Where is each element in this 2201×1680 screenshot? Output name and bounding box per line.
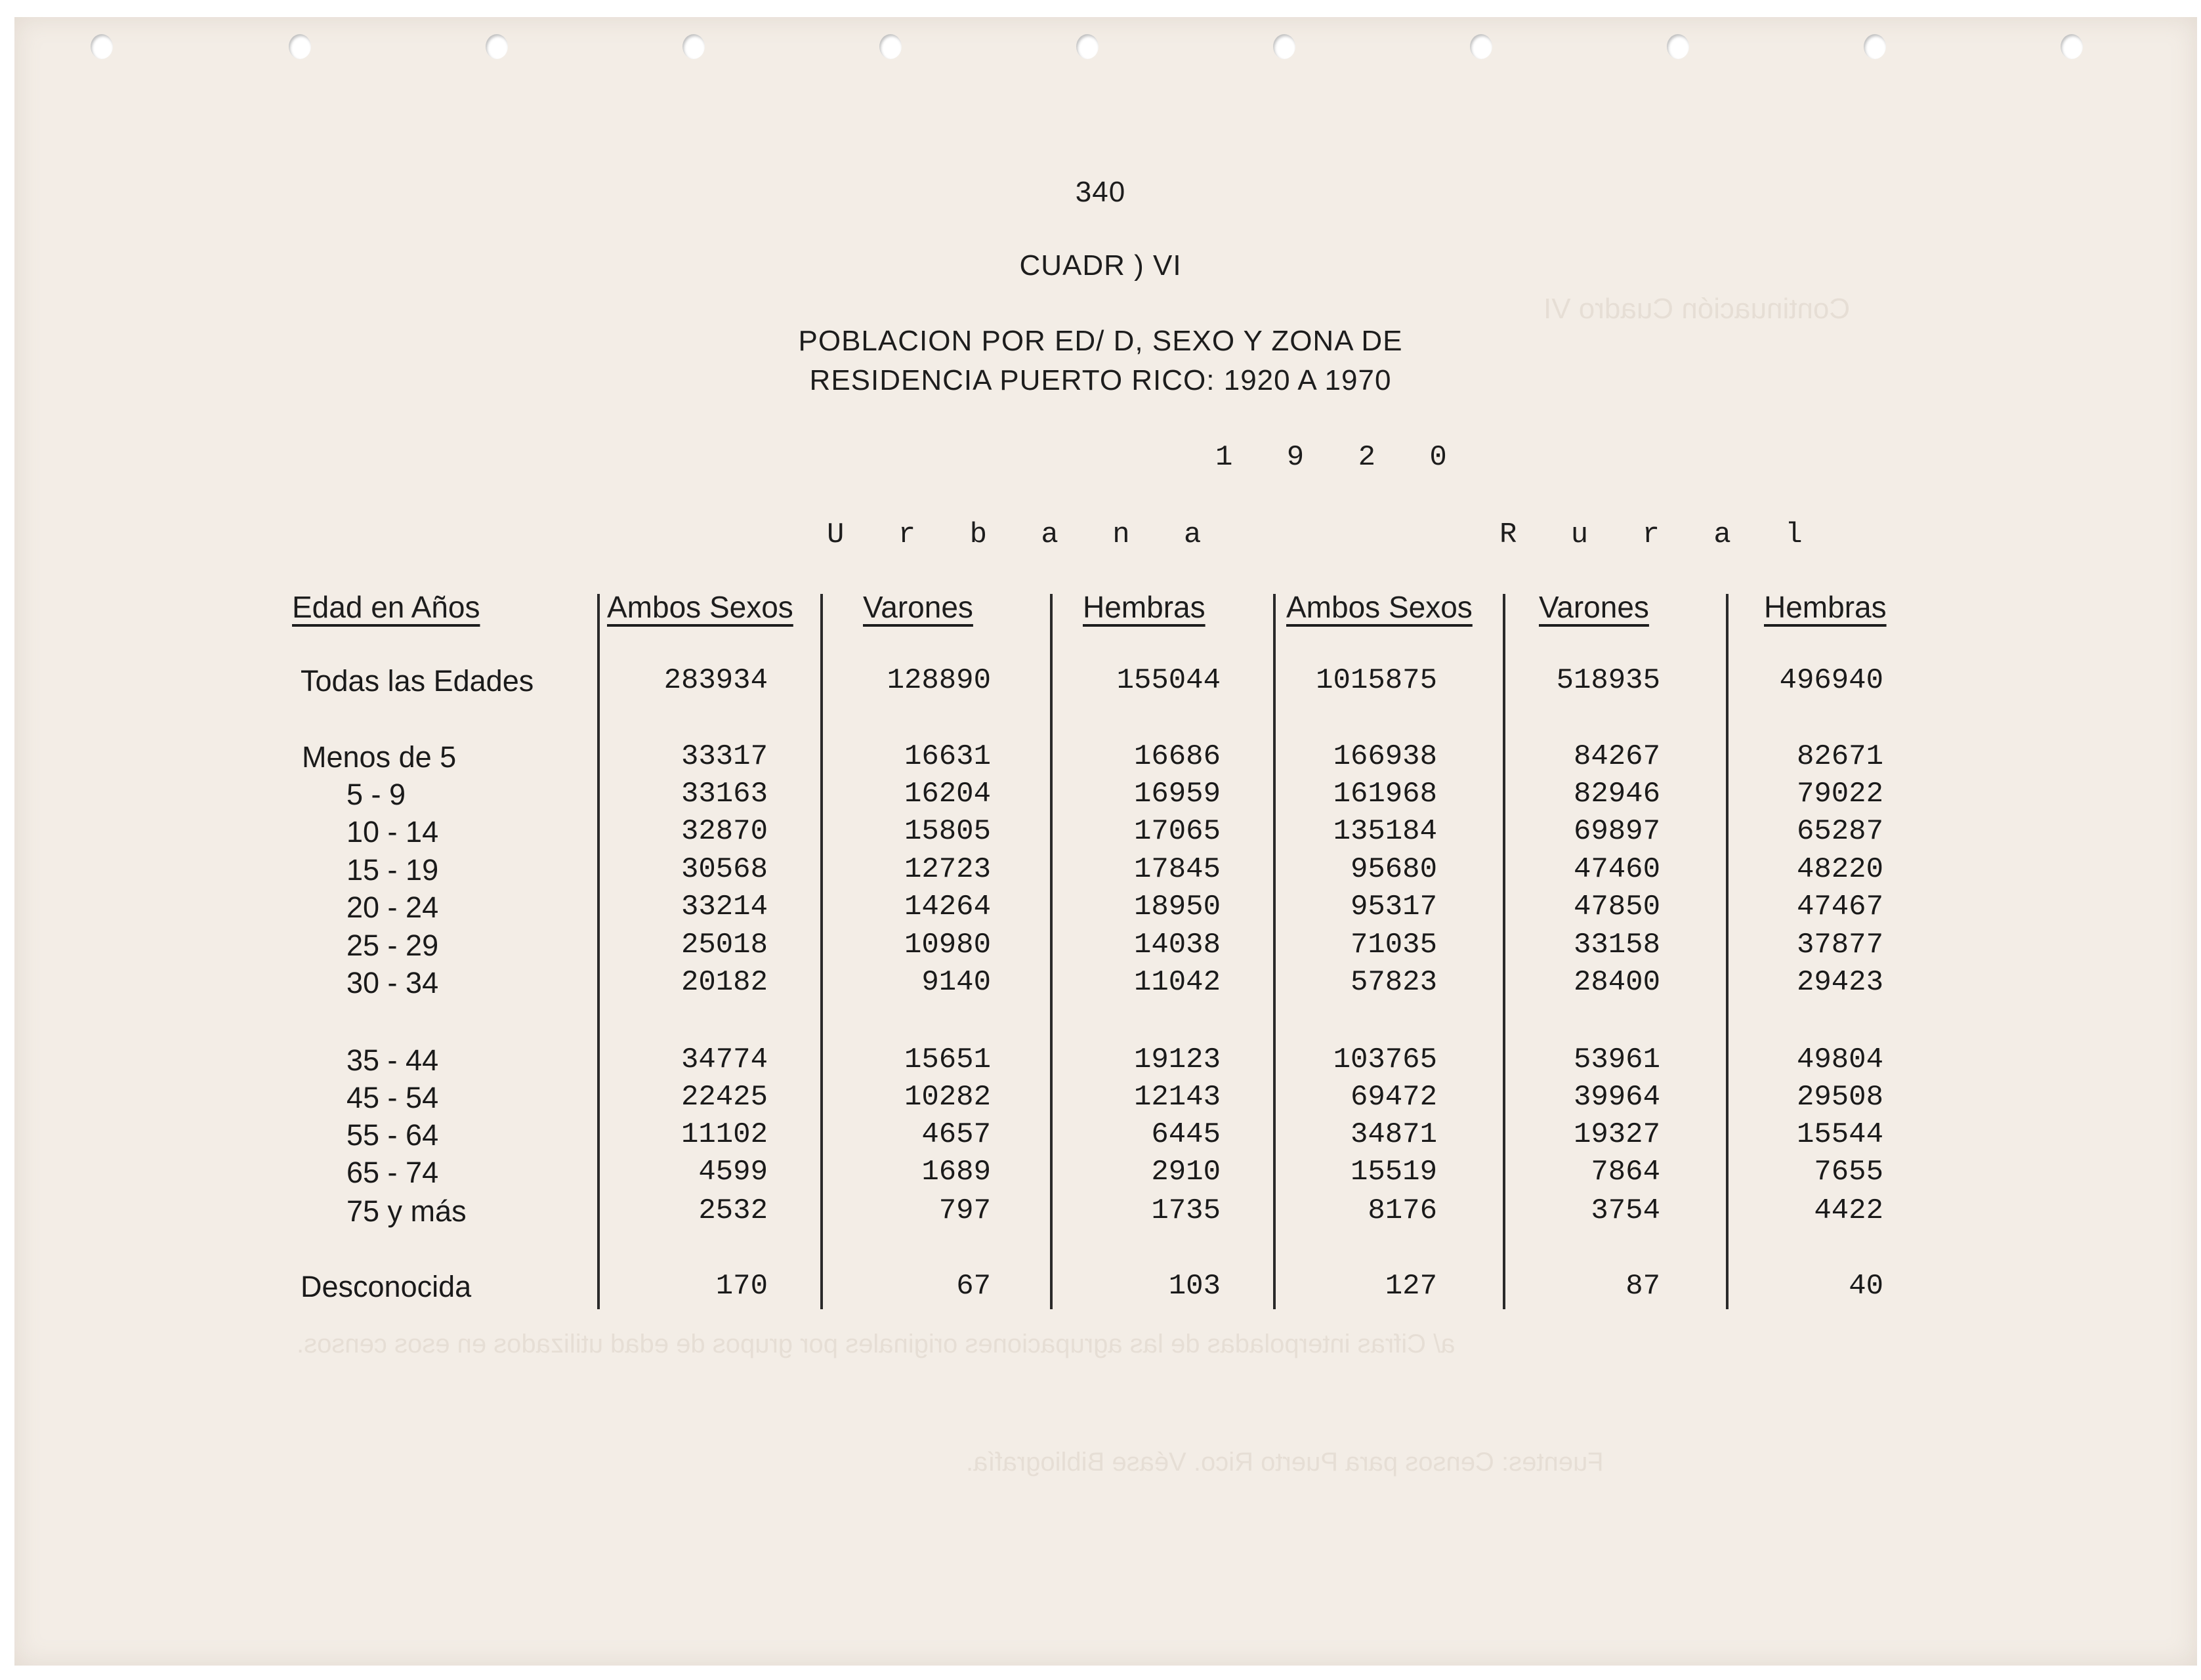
table-cell: 11042 xyxy=(1133,966,1221,999)
table-cell: 7655 xyxy=(1814,1156,1883,1188)
row-label: 35 - 44 xyxy=(346,1043,439,1077)
table-cell: 1689 xyxy=(921,1156,991,1188)
table-cell: 15519 xyxy=(1350,1156,1437,1188)
punch-hole xyxy=(1667,34,1689,59)
table-cell: 797 xyxy=(938,1194,991,1227)
table-cell: 34774 xyxy=(681,1043,768,1076)
row-label: Desconocida xyxy=(301,1270,472,1303)
row-label: 10 - 14 xyxy=(346,815,439,849)
table-cell: 69472 xyxy=(1350,1081,1437,1114)
table-cell: 33317 xyxy=(681,740,768,773)
table-cell: 47850 xyxy=(1573,891,1660,923)
table-cell: 10282 xyxy=(904,1081,991,1114)
table-cell: 170 xyxy=(715,1270,768,1303)
table-cell: 79022 xyxy=(1796,778,1883,810)
col-header-urbana-ambos: Ambos Sexos xyxy=(607,590,793,624)
table-cell: 39964 xyxy=(1573,1081,1660,1114)
zone-urbana: U r b a n a xyxy=(827,518,1220,551)
col-header-edad: Edad en Años xyxy=(292,590,480,624)
table-cell: 15805 xyxy=(904,815,991,848)
table-number: CUADR ) VI xyxy=(1019,249,1182,282)
table-cell: 166938 xyxy=(1333,740,1437,773)
table-cell: 67 xyxy=(956,1270,991,1303)
punch-hole xyxy=(682,34,705,59)
table-cell: 71035 xyxy=(1350,929,1437,961)
row-label: 55 - 64 xyxy=(346,1118,439,1152)
table-cell: 33163 xyxy=(681,778,768,810)
col-header-urbana-varones: Varones xyxy=(863,590,973,624)
table-cell: 84267 xyxy=(1573,740,1660,773)
table-cell: 20182 xyxy=(681,966,768,999)
table-cell: 12143 xyxy=(1133,1081,1221,1114)
bleed-through-header: Continuación Cuadro VI xyxy=(1543,293,1851,325)
table-cell: 16686 xyxy=(1133,740,1221,773)
row-label: 30 - 34 xyxy=(346,966,439,999)
punch-hole xyxy=(879,34,902,59)
col-header-rural-varones: Varones xyxy=(1539,590,1649,624)
table-cell: 69897 xyxy=(1573,815,1660,848)
table-cell: 128890 xyxy=(887,664,991,697)
row-label: 45 - 54 xyxy=(346,1081,439,1114)
table-title-line2: RESIDENCIA PUERTO RICO: 1920 A 1970 xyxy=(809,364,1392,396)
table-cell: 14038 xyxy=(1133,929,1221,961)
col-header-rural-hembras: Hembras xyxy=(1764,590,1887,624)
table-cell: 6445 xyxy=(1151,1118,1221,1151)
table-cell: 15544 xyxy=(1796,1118,1883,1151)
zone-rural: R u r a l xyxy=(1499,518,1821,551)
table-cell: 17845 xyxy=(1133,853,1221,886)
table-cell: 1735 xyxy=(1151,1194,1221,1227)
table-cell: 33158 xyxy=(1573,929,1660,961)
table-cell: 10980 xyxy=(904,929,991,961)
table-cell: 33214 xyxy=(681,891,768,923)
row-label: 75 y más xyxy=(346,1194,467,1228)
table-cell: 82671 xyxy=(1796,740,1883,773)
table-cell: 29508 xyxy=(1796,1081,1883,1114)
row-label: 15 - 19 xyxy=(346,853,439,887)
table-cell: 65287 xyxy=(1796,815,1883,848)
bleed-through-source: Fuentes: Censos para Puerto Rico. Véase Bibliografía. xyxy=(966,1448,1604,1477)
table-cell: 47460 xyxy=(1573,853,1660,886)
table-cell: 9140 xyxy=(921,966,991,999)
table-cell: 103 xyxy=(1168,1270,1221,1303)
table-cell: 8176 xyxy=(1368,1194,1437,1227)
table-cell: 12723 xyxy=(904,853,991,886)
table-cell: 32870 xyxy=(681,815,768,848)
table-cell: 22425 xyxy=(681,1081,768,1114)
table-cell: 7864 xyxy=(1591,1156,1660,1188)
row-label: 25 - 29 xyxy=(346,929,439,962)
table-cell: 34871 xyxy=(1350,1118,1437,1151)
punch-hole xyxy=(1076,34,1099,59)
table-cell: 17065 xyxy=(1133,815,1221,848)
table-cell: 25018 xyxy=(681,929,768,961)
table-cell: 37877 xyxy=(1796,929,1883,961)
table-cell: 16204 xyxy=(904,778,991,810)
year-heading: 1 9 2 0 xyxy=(1215,441,1465,474)
punch-hole xyxy=(2061,34,2083,59)
table-cell: 135184 xyxy=(1333,815,1437,848)
table-cell: 28400 xyxy=(1573,966,1660,999)
table-cell: 496940 xyxy=(1779,664,1883,697)
table-cell: 30568 xyxy=(681,853,768,886)
table-cell: 49804 xyxy=(1796,1043,1883,1076)
punch-hole xyxy=(91,34,113,59)
table-cell: 518935 xyxy=(1556,664,1660,697)
table-title-line1: POBLACION POR ED/ D, SEXO Y ZONA DE xyxy=(798,325,1403,357)
punch-hole xyxy=(1470,34,1492,59)
table-cell: 3754 xyxy=(1591,1194,1660,1227)
table-cell: 4657 xyxy=(921,1118,991,1151)
table-cell: 2910 xyxy=(1151,1156,1221,1188)
punch-hole xyxy=(1864,34,1886,59)
table-cell: 2532 xyxy=(698,1194,768,1227)
table-cell: 29423 xyxy=(1796,966,1883,999)
table-cell: 103765 xyxy=(1333,1043,1437,1076)
table-cell: 1015875 xyxy=(1316,664,1437,697)
table-cell: 53961 xyxy=(1573,1043,1660,1076)
table-cell: 57823 xyxy=(1350,966,1437,999)
row-label: 20 - 24 xyxy=(346,891,439,924)
bleed-through-note: a/ Cifras interpoladas de las agrupaciones originales por grupos de edad utilizados en esos censos. xyxy=(297,1330,1456,1358)
punch-hole xyxy=(289,34,311,59)
row-label: Menos de 5 xyxy=(302,740,457,774)
table-cell: 18950 xyxy=(1133,891,1221,923)
table-cell: 82946 xyxy=(1573,778,1660,810)
table-cell: 16631 xyxy=(904,740,991,773)
table-cell: 95317 xyxy=(1350,891,1437,923)
table-cell: 19123 xyxy=(1133,1043,1221,1076)
row-label: Todas las Edades xyxy=(301,664,534,698)
col-header-rural-ambos: Ambos Sexos xyxy=(1286,590,1473,624)
row-label: 65 - 74 xyxy=(346,1156,439,1189)
table-cell: 15651 xyxy=(904,1043,991,1076)
table-cell: 11102 xyxy=(681,1118,768,1151)
table-cell: 283934 xyxy=(663,664,768,697)
table-cell: 47467 xyxy=(1796,891,1883,923)
table-cell: 4599 xyxy=(698,1156,768,1188)
table-cell: 127 xyxy=(1385,1270,1437,1303)
col-header-urbana-hembras: Hembras xyxy=(1083,590,1205,624)
table-cell: 87 xyxy=(1625,1270,1660,1303)
table-cell: 40 xyxy=(1849,1270,1883,1303)
row-label: 5 - 9 xyxy=(346,778,406,811)
table-cell: 48220 xyxy=(1796,853,1883,886)
punch-hole xyxy=(1273,34,1295,59)
table-cell: 16959 xyxy=(1133,778,1221,810)
table-cell: 19327 xyxy=(1573,1118,1660,1151)
table-cell: 95680 xyxy=(1350,853,1437,886)
punch-hole xyxy=(486,34,508,59)
table-cell: 14264 xyxy=(904,891,991,923)
table-cell: 155044 xyxy=(1116,664,1221,697)
table-cell: 4422 xyxy=(1814,1194,1883,1227)
page-number: 340 xyxy=(1075,176,1126,208)
table-cell: 161968 xyxy=(1333,778,1437,810)
